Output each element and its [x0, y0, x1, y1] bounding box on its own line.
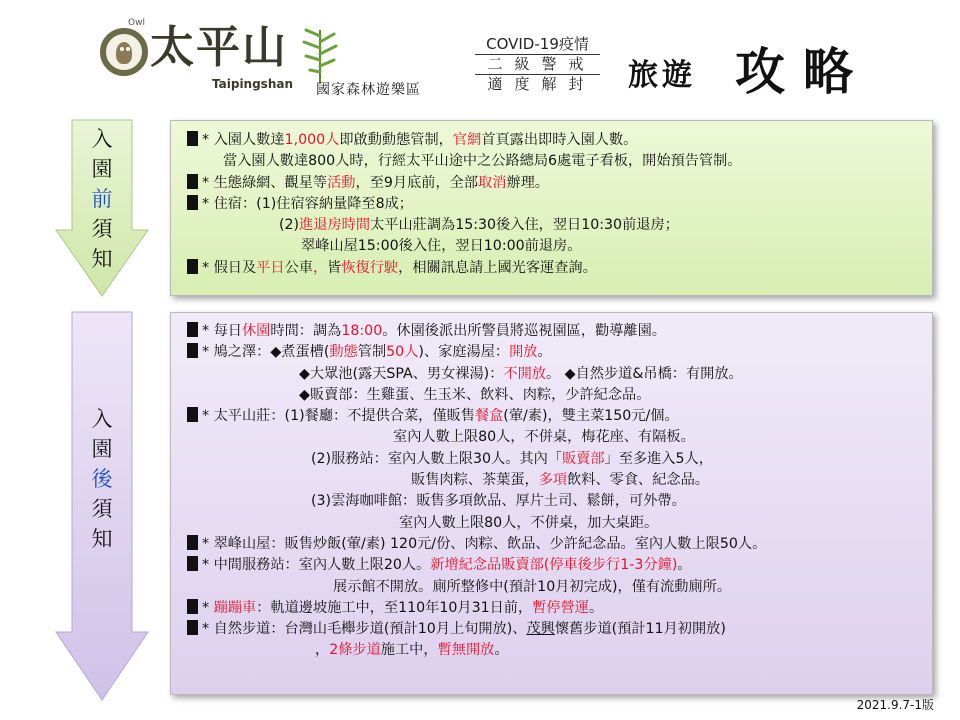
notice-text: (2) [279, 217, 300, 234]
notice-line [187, 513, 932, 534]
notice-text: 。 [494, 642, 509, 659]
notice-text-underlined: 茂興 [526, 621, 555, 638]
notice-line [187, 577, 932, 598]
arrow-char-highlight: 前 [91, 187, 113, 211]
notice-text: ◆大眾池(露天SPA、男女裸湯)： [299, 365, 504, 382]
notice-highlight: 新增紀念品販賣部(停車後步行1-3分鐘) [430, 557, 678, 574]
notice-text: 室內人數上限80人，不併桌，梅花座、有隔板。 [393, 429, 695, 446]
notice-text: 。 ◆自然步道&吊橋：有開放。 [545, 365, 743, 382]
after-entry-notice-panel [170, 312, 933, 695]
notice-text: 飲料、零食、紀念品。 [567, 472, 709, 489]
notice-line [187, 321, 932, 342]
notice-line [187, 555, 932, 576]
bullet-square-icon [187, 322, 198, 337]
after-entry-arrow [54, 310, 150, 702]
notice-text: 販售肉粽、茶葉蛋， [411, 472, 539, 489]
bullet-square-icon [187, 343, 198, 358]
notice-text: 。休園後派出所警員將巡視園區，勸導離園。 [382, 323, 666, 339]
arrow-char: 園 [91, 157, 113, 181]
logo-subtitle: Taipingshan [212, 77, 294, 91]
notice-text: (葷/素)，雙主菜150元/個。 [503, 408, 679, 425]
notice-text: 。 [537, 344, 552, 361]
arrow-char: 須 [91, 497, 113, 521]
notice-text: ，至9月底前，全部 [355, 174, 479, 191]
notice-text: 皆 [327, 259, 342, 276]
version-label: 2021.9.7-1版 [856, 698, 934, 712]
notice-line [187, 258, 932, 279]
notice-highlight: 販賣部 [561, 450, 605, 467]
bullet-square-icon [187, 599, 198, 614]
notice-text: 翠峰山屋15:00後入住，翌日10:00前退房。 [301, 238, 582, 255]
notice-highlight: 動態 [329, 344, 358, 361]
notice-line [187, 640, 932, 661]
before-entry-notice-panel [170, 120, 933, 296]
alert-level: 二級警戒 [475, 54, 600, 75]
notice-text: 室內人數上限80人，不併桌，加大桌距。 [399, 514, 659, 531]
arrow-char: 入 [91, 407, 113, 431]
notice-highlight: 官網 [452, 132, 482, 148]
notice-line [187, 470, 932, 491]
notice-line [187, 342, 932, 363]
notice-highlight: 活動 [327, 174, 356, 191]
notice-text: 時間：調為 [270, 323, 342, 339]
notice-text: 首頁露出即時入園人數。 [481, 132, 638, 148]
before-entry-arrow [54, 118, 150, 298]
notice-text: * 住宿：(1)住宿容納量降至8成； [202, 195, 413, 212]
notice-text: ：軌道邊坡施工中，至110年10月31日前， [256, 599, 533, 616]
notice-highlight: 多項 [538, 472, 568, 489]
notice-highlight: 休園 [241, 323, 271, 339]
notice-highlight: 50人 [386, 344, 419, 361]
notice-text: 即啟動動態管制， [339, 132, 453, 148]
bullet-square-icon [187, 195, 198, 210]
park-name: 國家森林遊樂區 [316, 82, 421, 98]
notice-highlight: 餐盒 [474, 408, 504, 425]
arrow-char: 知 [91, 247, 113, 271]
leaf-icon [300, 22, 340, 86]
arrow-char: 園 [91, 437, 113, 461]
notice-text: ， [315, 642, 330, 659]
page-title-guide: 攻略 [735, 43, 871, 101]
logo-title: 太平山 [150, 22, 288, 73]
notice-text: 」至多進入5人， [604, 450, 713, 467]
page-title-travel: 旅遊 [628, 58, 696, 93]
notice-text: 展示館不開放。廁所整修中(預計10月初完成)，僅有流動廁所。 [333, 578, 732, 595]
notice-text: 。 [677, 557, 692, 574]
bullet-square-icon [187, 535, 198, 550]
notice-line [187, 130, 932, 151]
notice-text: ◆販賣部：生雞蛋、生玉米、飲料、肉粽，少許紀念品。 [299, 386, 651, 403]
arrow-char: 知 [91, 527, 113, 551]
notice-text: * 入園人數達 [202, 132, 285, 148]
notice-line [187, 406, 932, 427]
notice-highlight: ， [312, 259, 328, 276]
bullet-square-icon [187, 620, 198, 635]
notice-highlight: 暫無開放 [437, 642, 495, 659]
notice-line [187, 449, 932, 470]
notice-text: 太平山莊調為15:30後入住，翌日10:30前退房； [370, 217, 679, 234]
notice-highlight: 18:00 [341, 323, 383, 339]
notice-text: 懷舊步道(預計11月初開放) [554, 621, 726, 638]
notice-text: * 中間服務站：室內人數上限20人。 [202, 557, 431, 574]
arrow-char-highlight: 後 [91, 467, 113, 491]
notice-text: 辦理。 [506, 174, 549, 191]
notice-line [187, 491, 932, 512]
arrow-char: 須 [91, 217, 113, 241]
covid-label: COVID-19疫情 [486, 35, 589, 53]
bullet-square-icon [187, 131, 198, 146]
notice-highlight: 平日 [256, 259, 285, 276]
covid-status-box [475, 35, 600, 94]
notice-line [187, 173, 932, 194]
notice-highlight: 進退房時間 [299, 217, 371, 234]
bullet-square-icon [187, 407, 198, 422]
bullet-square-icon [187, 556, 198, 571]
notice-text: ，相關訊息請上國光客運查詢。 [398, 259, 597, 276]
notice-highlight: 取消 [478, 174, 507, 191]
notice-line [187, 385, 932, 406]
notice-text: (2)服務站：室內人數上限30人。其內「 [311, 450, 562, 467]
notice-text: )、家庭湯屋： [418, 344, 510, 361]
notice-line [187, 534, 932, 555]
notice-text: 公車 [284, 259, 313, 276]
notice-text: * 太平山莊：(1)餐廳：不提供合菜，僅販售 [202, 408, 475, 425]
notice-text: 管制 [357, 344, 387, 361]
reopen-status: 適度解封 [487, 75, 596, 93]
notice-text: * 生態綠網、觀星等 [202, 174, 328, 191]
notice-highlight: 開放 [509, 344, 538, 361]
notice-line [187, 364, 932, 385]
notice-line [187, 215, 932, 236]
notice-text: * 每日 [202, 323, 242, 339]
notice-text: (3)雲海咖啡館：販售多項飲品、厚片土司、鬆餅，可外帶。 [311, 493, 686, 510]
notice-text: 當入園人數達800人時，行經太平山途中之公路總局6處電子看板，開始預告管制。 [223, 153, 742, 170]
notice-highlight: 不開放 [503, 365, 546, 382]
notice-text: * 自然步道：台灣山毛櫸步道(預計10月上旬開放)、 [202, 621, 527, 638]
notice-highlight: 暫停營運 [532, 599, 589, 616]
notice-line [187, 619, 932, 640]
notice-text: 施工中， [380, 642, 438, 659]
notice-line [187, 598, 932, 619]
logo-tag: Owl [128, 18, 145, 28]
bullet-square-icon [187, 259, 198, 274]
notice-highlight: 蹦蹦車 [213, 599, 257, 616]
notice-text: 。 [588, 599, 604, 616]
arrow-char: 入 [91, 127, 113, 151]
notice-text: * [202, 599, 214, 616]
notice-line [187, 194, 932, 215]
notice-text: * 翠峰山屋：販售炒飯(葷/素) 120元/份、肉粽、飲品、少許紀念品。室內人數上限50人。 [202, 535, 767, 552]
park-logo-owl-icon [100, 28, 148, 76]
notice-text: * 鳩之澤：◆煮蛋槽( [202, 344, 330, 361]
notice-highlight: 2條步道 [329, 642, 381, 659]
notice-text: * 假日及 [202, 259, 257, 276]
bullet-square-icon [187, 174, 198, 189]
notice-line [187, 427, 932, 448]
notice-highlight: 恢復行駛 [341, 259, 399, 276]
notice-line [187, 236, 932, 257]
notice-highlight: 1,000人 [284, 132, 340, 148]
notice-line [187, 151, 932, 172]
